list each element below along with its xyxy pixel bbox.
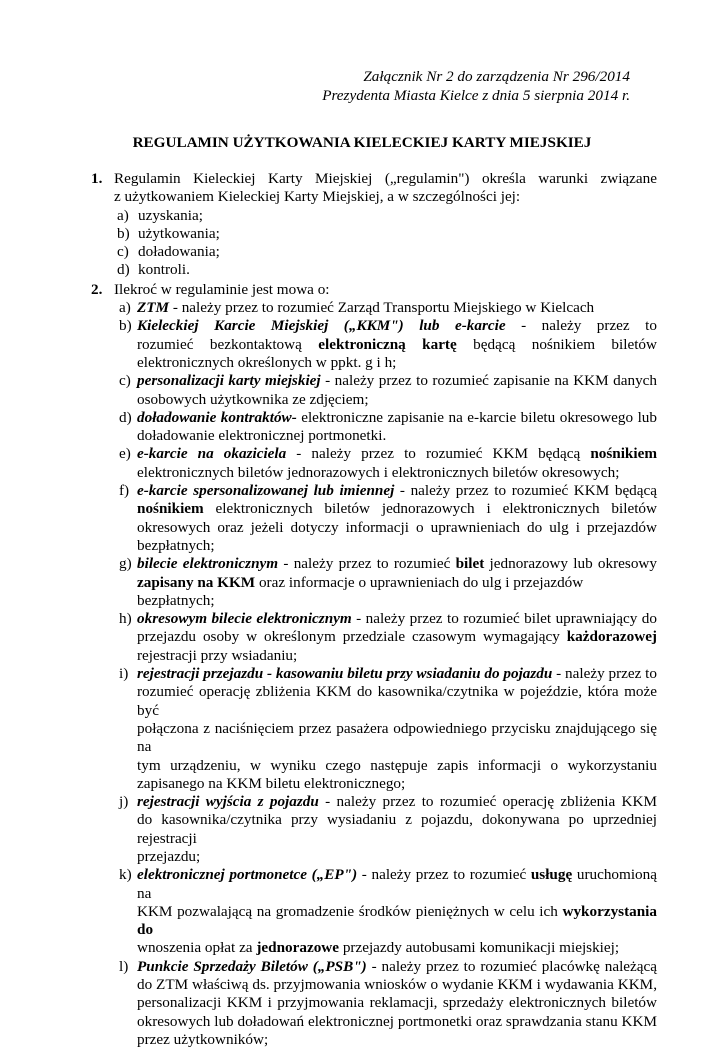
- section-1-line2: z użytkowaniem Kieleckiej Karty Miejskiej, a w szczególności jej:: [114, 188, 521, 206]
- definition-text: bezpłatnych;: [137, 536, 215, 554]
- definition-text: rozumieć bezkontaktową: [137, 335, 319, 353]
- definition-text: - należy przez to rozumieć KKM będącą: [394, 482, 657, 500]
- list-letter: k): [119, 866, 132, 884]
- defined-term: doładowanie kontraktów-: [137, 408, 297, 426]
- defined-term: Kieleckiej Karcie Miejskiej („KKM") lub e-karcie: [137, 317, 506, 335]
- section-2-intro: Ilekroć w regulaminie jest mowa o:: [114, 280, 330, 298]
- definition-text: połączona z naciśnięciem przez pasażera odpowiedniego przycisku znajdującego się na: [137, 719, 657, 756]
- annex-header-line2: Prezydenta Miasta Kielce z dnia 5 sierpnia 2014 r.: [322, 87, 630, 104]
- list-item: [114, 207, 657, 225]
- annex-header: [322, 67, 630, 105]
- list-letter: h): [119, 610, 132, 628]
- definition-text: - należy przez to rozumieć bilet uprawniający do: [351, 610, 657, 628]
- definition-text: przejazdy autobusami komunikacji miejskiej;: [339, 939, 620, 957]
- list-letter: b): [117, 224, 130, 242]
- list-item: [114, 243, 657, 261]
- defined-term: rejestracji przejazdu - kasowaniu biletu przy wsiadaniu do pojazdu: [137, 665, 553, 683]
- definition-text: będącą nośnikiem biletów: [456, 335, 657, 353]
- definition-text: oraz informacje o uprawnieniach do ulg i przejazdów bezpłatnych;: [137, 573, 584, 609]
- list-letter: g): [119, 555, 132, 573]
- definition-text: elektronicznych biletów jednorazowych i elektronicznych biletów: [203, 500, 657, 518]
- list-letter: d): [117, 261, 130, 279]
- definition-text: do ZTM właściwą ds. przyjmowania wniosków o wydanie KKM i wydawania KKM,: [137, 976, 657, 994]
- list-item: [114, 261, 657, 279]
- list-item-text: doładowania;: [138, 243, 220, 261]
- emphasis-text: zapisany na KKM: [137, 573, 256, 591]
- list-item-text: użytkowania;: [138, 224, 220, 242]
- definition-topup: [114, 409, 657, 446]
- definition-text: - należy przez to rozumieć: [357, 866, 531, 884]
- definition-text: przejazdu;: [137, 847, 201, 865]
- definition-text: personalizacji KKM i przyjmowania reklamacji, sprzedaży elektronicznych biletów: [137, 994, 657, 1012]
- definition-text: przejazdu osoby w określonym przedziale czasowym wymagający: [137, 628, 567, 646]
- definition-text: elektronicznych biletów jednorazowych i elektronicznych biletów okresowych;: [137, 463, 620, 481]
- definition-personalization: [114, 372, 657, 409]
- definition-text: jednorazowy lub okresowy: [484, 555, 657, 573]
- definition-ztm: [114, 299, 657, 317]
- definition-kkm: [114, 317, 657, 372]
- definition-text: rejestracji przy wsiadaniu;: [137, 646, 298, 664]
- definition-text: - należy przez to rozumieć KKM będącą: [286, 445, 591, 463]
- definition-periodic-ticket: [114, 610, 657, 665]
- definition-text: KKM pozwalającą na gromadzenie środków pieniężnych w celu ich: [137, 902, 563, 920]
- definition-text: okresowych oraz jeżeli dotyczy informacji o uprawnieniach do ulg i przejazdów: [137, 518, 657, 536]
- definition-text: - należy przez to rozumieć placówkę należącą: [366, 957, 658, 975]
- list-letter: a): [117, 206, 129, 224]
- definition-text: - należy przez to: [552, 665, 657, 683]
- section-number: 2.: [91, 280, 103, 298]
- definition-ticket-office: [114, 958, 657, 1049]
- section-2: [90, 281, 657, 1049]
- definition-text: - należy przez to rozumieć zapisanie na KKM danych: [320, 372, 657, 390]
- definition-text: elektronicznych określonych w ppkt. g i h;: [137, 353, 397, 371]
- section-number: 1.: [91, 170, 103, 187]
- defined-term: bilecie elektronicznym: [137, 555, 279, 573]
- document-body: [90, 170, 657, 1050]
- definition-trip-registration: [114, 665, 657, 793]
- document-title: REGULAMIN UŻYTKOWANIA KIELECKIEJ KARTY MIEJSKIEJ: [132, 134, 592, 151]
- definition-exit-registration: [114, 793, 657, 866]
- definition-text: uruchomioną na: [137, 866, 657, 902]
- section-1-line1: Regulamin Kieleckiej Karty Miejskiej („regulamin") określa warunki związane: [114, 170, 657, 187]
- emphasis-text: elektroniczną kartę: [318, 335, 457, 353]
- definition-text: - należy przez to rozumieć: [278, 555, 456, 573]
- definition-text: osobowych użytkownika ze zdjęciem;: [137, 390, 369, 408]
- emphasis-text: jednorazowe: [256, 939, 340, 957]
- defined-term: elektronicznej portmonetce („EP"): [137, 866, 358, 884]
- list-letter: d): [119, 408, 132, 426]
- defined-term: okresowym bilecie elektronicznym: [137, 610, 352, 628]
- definition-text: doładowanie elektronicznej portmonetki.: [137, 427, 387, 445]
- defined-term: ZTM: [137, 299, 170, 317]
- definition-text: - należy przez to rozumieć operację zbliżenia KKM: [318, 793, 657, 811]
- defined-term: personalizacji karty miejskiej: [137, 372, 321, 390]
- list-item: [114, 225, 657, 243]
- definition-text: okresowych lub doładowań elektronicznej portmonetki oraz sprawdzania stanu KKM: [137, 1012, 657, 1030]
- list-letter: l): [119, 957, 129, 975]
- definition-e-purse: [114, 866, 657, 957]
- defined-term: Punkcie Sprzedaży Biletów („PSB"): [137, 957, 367, 975]
- defined-term: e-karcie spersonalizowanej lub imiennej: [137, 482, 395, 500]
- list-letter: c): [117, 243, 129, 261]
- definition-text: zapisanego na KKM biletu elektronicznego;: [137, 774, 406, 792]
- definition-text: - należy przez to: [505, 317, 657, 335]
- annex-header-line1: Załącznik Nr 2 do zarządzenia Nr 296/2014: [363, 68, 630, 85]
- defined-term: e-karcie na okaziciela: [137, 445, 287, 463]
- list-letter: b): [119, 317, 132, 335]
- section-1: [90, 170, 657, 280]
- definition-text: - należy przez to rozumieć Zarząd Transportu Miejskiego w Kielcach: [169, 299, 595, 317]
- emphasis-text: nośnikiem: [590, 445, 657, 463]
- emphasis-text: nośnikiem: [137, 500, 204, 518]
- emphasis-text: wykorzystania do: [137, 902, 657, 939]
- definition-text: rozumieć operację zbliżenia KKM do kasownika/czytnika w pojeździe, która może być: [137, 683, 657, 719]
- definition-text: tym urządzeniu, w wyniku czego następuje zapis informacji o wykorzystaniu: [137, 756, 657, 774]
- list-letter: a): [119, 299, 131, 317]
- definition-text: przez użytkowników;: [137, 1030, 269, 1048]
- definition-text: elektroniczne zapisanie na e-karcie biletu okresowego lub: [296, 408, 657, 426]
- list-item-text: kontroli.: [138, 261, 190, 279]
- emphasis-text: każdorazowej: [566, 628, 657, 646]
- definition-text: do kasownika/czytnika przy wysiadaniu z pojazdu, dokonywana po uprzedniej rejestracji: [137, 811, 657, 847]
- definition-bearer-card: [114, 445, 657, 482]
- definition-personal-card: [114, 482, 657, 555]
- definition-text: wnoszenia opłat za: [137, 939, 257, 957]
- list-letter: j): [119, 793, 129, 811]
- definition-e-ticket: [114, 555, 657, 610]
- list-letter: i): [119, 665, 129, 683]
- list-letter: f): [119, 482, 130, 500]
- emphasis-text: usługę: [530, 866, 573, 884]
- list-letter: e): [119, 445, 131, 463]
- defined-term: rejestracji wyjścia z pojazdu: [137, 793, 319, 811]
- list-item-text: uzyskania;: [138, 206, 203, 224]
- emphasis-text: bilet: [455, 555, 485, 573]
- list-letter: c): [119, 372, 131, 390]
